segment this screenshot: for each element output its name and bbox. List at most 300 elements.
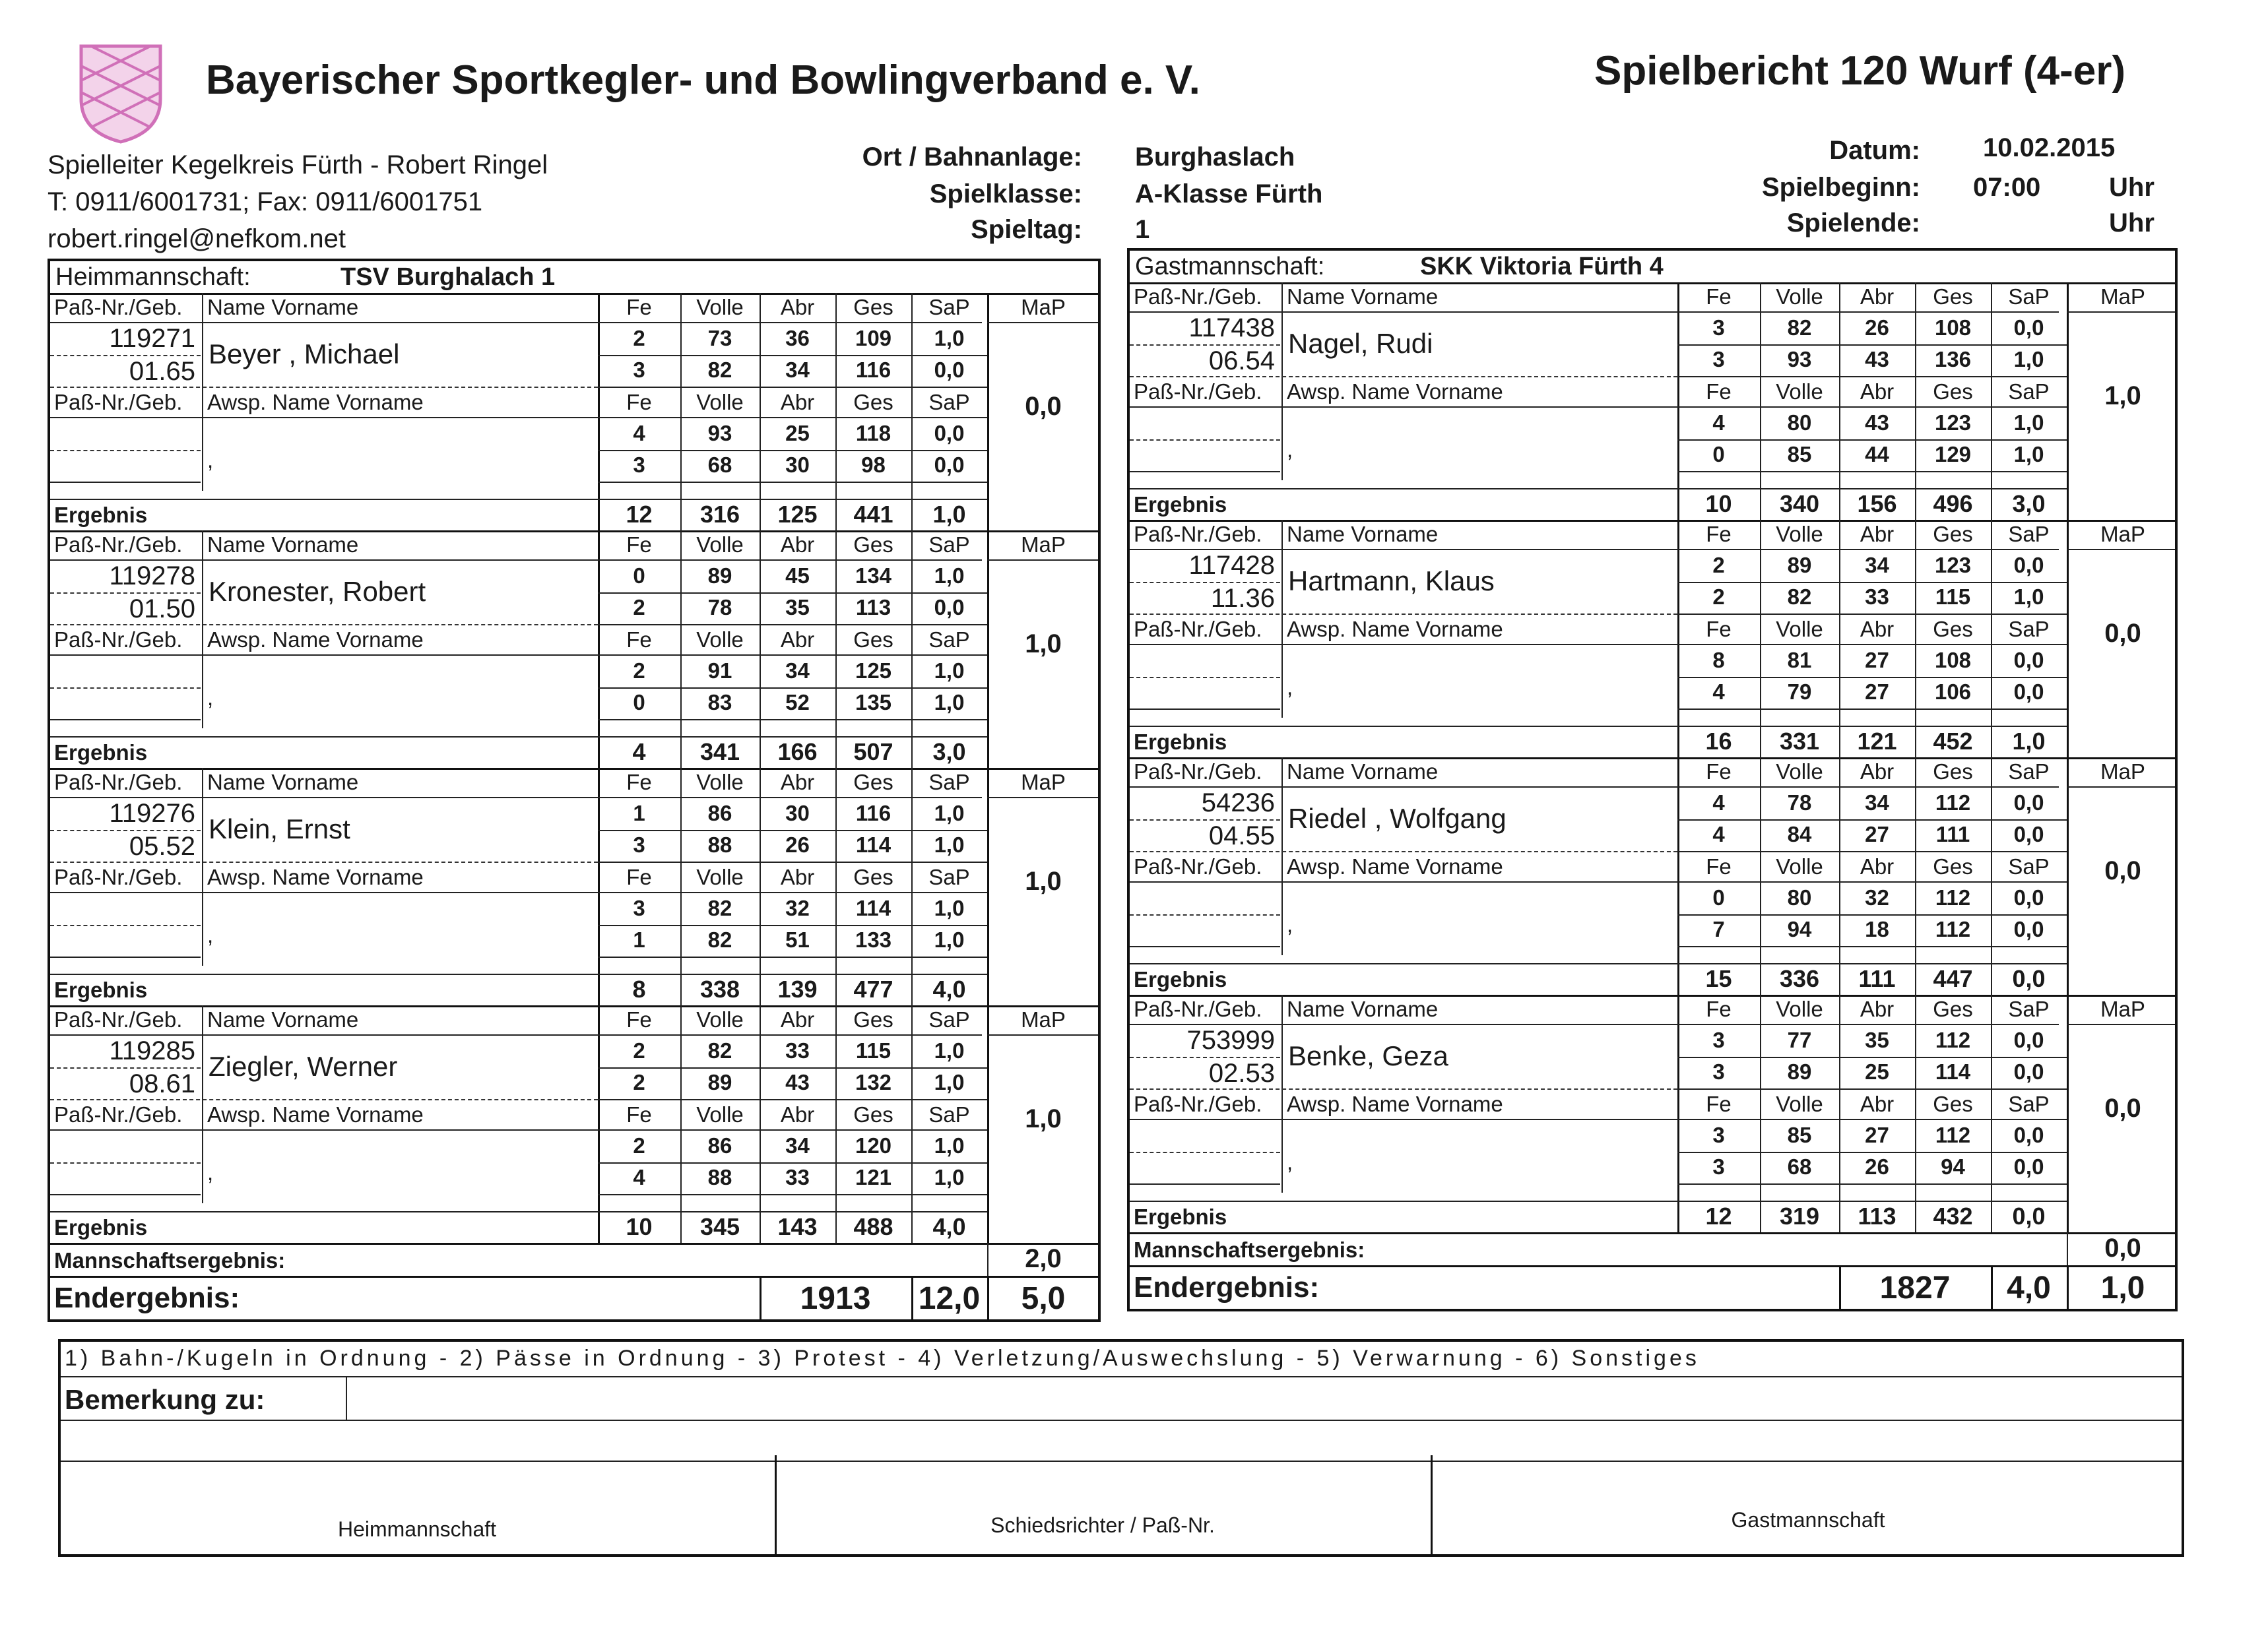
comma-mark: , xyxy=(1287,675,1293,699)
score-fehl: 3 xyxy=(1712,1154,1725,1179)
total-volle: 341 xyxy=(699,738,740,765)
score-volle: 77 xyxy=(1787,1028,1812,1052)
score-sap: 1,0 xyxy=(934,1133,965,1158)
contact-line: Spielleiter Kegelkreis Fürth - Robert Ringel xyxy=(48,150,548,179)
score-fehl: 0 xyxy=(633,563,645,588)
pass-geb-label: Paß-Nr./Geb. xyxy=(1134,997,1262,1021)
player-block xyxy=(50,293,1098,532)
map-value: 0,0 xyxy=(1025,392,1062,421)
score-sap: 0,0 xyxy=(934,421,965,445)
pass-number: 117428 xyxy=(1188,551,1275,580)
score-fehl: 3 xyxy=(1712,1123,1725,1147)
comma-mark: , xyxy=(1287,437,1293,462)
endergebnis-label: Endergebnis: xyxy=(1134,1271,1320,1304)
pass-geb-label: Paß-Nr./Geb. xyxy=(54,295,183,319)
score-fehl: 3 xyxy=(1712,315,1725,340)
score-gesamt: 111 xyxy=(1935,822,1970,846)
pass-geb-label: Paß-Nr./Geb. xyxy=(1134,379,1262,404)
name-label: Name Vorname xyxy=(1287,997,1439,1021)
pass-number: 117438 xyxy=(1188,313,1275,342)
score-sap: 1,0 xyxy=(2013,347,2044,371)
ergebnis-label: Ergebnis xyxy=(54,503,148,527)
date-label: Spielbeginn: xyxy=(1762,173,1920,202)
score-gesamt: 114 xyxy=(1935,1059,1971,1084)
score-gesamt: 114 xyxy=(855,896,891,920)
col-header-abraeumer: Abr xyxy=(1860,997,1895,1021)
score-fehl: 4 xyxy=(633,1165,645,1189)
birth-date: 11.36 xyxy=(1210,584,1275,613)
uhr-label: Uhr xyxy=(2109,208,2155,237)
score-abraeumer: 27 xyxy=(1865,648,1889,672)
col-header-gesamt: Ges xyxy=(853,295,893,319)
pass-geb-label: Paß-Nr./Geb. xyxy=(1134,1092,1262,1116)
col-header-abraeumer: Abr xyxy=(1860,1092,1895,1116)
endergebnis-label: Endergebnis: xyxy=(54,1282,240,1314)
score-sap: 0,0 xyxy=(934,358,965,382)
score-sap: 1,0 xyxy=(934,801,965,825)
col-header-abraeumer: Abr xyxy=(780,295,815,319)
score-fehl: 3 xyxy=(1712,1028,1725,1052)
awsp-name-label: Awsp. Name Vorname xyxy=(207,865,424,889)
col-header-fehl: Fe xyxy=(626,865,652,889)
score-volle: 93 xyxy=(1787,347,1812,371)
player-block xyxy=(1130,757,2175,997)
score-gesamt: 112 xyxy=(1935,917,1971,941)
map-value: 1,0 xyxy=(1025,629,1062,658)
ergebnis-label: Ergebnis xyxy=(54,978,148,1002)
score-sap: 0,0 xyxy=(2013,315,2044,340)
player-name: Nagel, Rudi xyxy=(1288,328,1433,359)
contact-line: T: 0911/6001731; Fax: 0911/6001751 xyxy=(48,187,483,216)
total-volle: 316 xyxy=(699,501,740,528)
col-header-volle: Volle xyxy=(696,390,744,414)
score-volle: 85 xyxy=(1787,1123,1812,1147)
signature-row xyxy=(58,1455,2184,1557)
score-volle: 88 xyxy=(707,1165,732,1189)
map-header: MaP xyxy=(2100,997,2145,1021)
total-fehl: 15 xyxy=(1705,965,1732,992)
total-sap: 3,0 xyxy=(932,738,966,765)
ergebnis-label: Ergebnis xyxy=(1134,492,1227,517)
org-title: Bayerischer Sportkegler- und Bowlingverband e. V. xyxy=(206,57,1200,103)
total-volle: 331 xyxy=(1779,728,1820,755)
score-abraeumer: 51 xyxy=(785,928,810,952)
col-header-abraeumer: Abr xyxy=(1860,379,1895,404)
score-gesamt: 125 xyxy=(855,658,892,683)
signature-home[interactable] xyxy=(61,1455,773,1554)
col-header-gesamt: Ges xyxy=(1933,379,1973,404)
name-label: Name Vorname xyxy=(207,532,359,557)
awsp-name-label: Awsp. Name Vorname xyxy=(1287,854,1503,879)
score-fehl: 3 xyxy=(633,833,645,857)
ergebnis-label: Ergebnis xyxy=(1134,1205,1227,1229)
col-header-gesamt: Ges xyxy=(1933,997,1973,1021)
col-header-fehl: Fe xyxy=(1706,854,1732,879)
score-abraeumer: 44 xyxy=(1865,442,1889,466)
score-gesamt: 120 xyxy=(855,1133,892,1158)
col-header-gesamt: Ges xyxy=(1933,854,1973,879)
meta-label: Spielklasse: xyxy=(929,179,1082,208)
col-header-sap: SaP xyxy=(928,1007,970,1032)
col-header-sap: SaP xyxy=(2008,854,2050,879)
col-header-volle: Volle xyxy=(696,770,744,794)
col-header-sap: SaP xyxy=(2008,522,2050,546)
total-abraeumer: 121 xyxy=(1857,728,1897,755)
score-sap: 0,0 xyxy=(934,595,965,619)
player-block xyxy=(50,768,1098,1007)
score-sap: 1,0 xyxy=(934,928,965,952)
player-name: Ziegler, Werner xyxy=(209,1051,398,1082)
pass-geb-label: Paß-Nr./Geb. xyxy=(54,532,183,557)
score-sap: 1,0 xyxy=(934,1165,965,1189)
col-header-fehl: Fe xyxy=(626,532,652,557)
remarks-field[interactable] xyxy=(347,1379,2182,1418)
total-gesamt: 496 xyxy=(1933,490,1973,517)
col-header-gesamt: Ges xyxy=(1933,522,1973,546)
map-header: MaP xyxy=(1021,1007,1066,1032)
guest-team-panel xyxy=(1127,248,2178,1311)
score-gesamt: 129 xyxy=(1934,442,1972,466)
score-volle: 85 xyxy=(1787,442,1812,466)
score-abraeumer: 27 xyxy=(1865,822,1889,846)
comma-mark: , xyxy=(207,448,214,472)
player-block xyxy=(1130,282,2175,522)
col-header-volle: Volle xyxy=(1776,1092,1823,1116)
score-fehl: 4 xyxy=(1712,790,1725,815)
score-abraeumer: 34 xyxy=(1865,553,1889,577)
awsp-name-label: Awsp. Name Vorname xyxy=(207,1102,424,1127)
col-header-volle: Volle xyxy=(696,865,744,889)
total-fehl: 12 xyxy=(1705,1203,1732,1230)
total-abraeumer: 166 xyxy=(777,738,818,765)
final-map: 5,0 xyxy=(1021,1281,1066,1316)
team-label: Gastmannschaft: xyxy=(1135,253,1325,280)
col-header-volle: Volle xyxy=(696,1102,744,1127)
pass-number: 119276 xyxy=(109,799,195,828)
score-gesamt: 116 xyxy=(855,801,891,825)
col-header-sap: SaP xyxy=(2008,617,2050,641)
score-gesamt: 106 xyxy=(1934,679,1972,704)
score-sap: 0,0 xyxy=(2013,822,2044,846)
final-sap: 4,0 xyxy=(2007,1271,2051,1306)
score-sap: 0,0 xyxy=(2013,885,2044,910)
comma-mark: , xyxy=(207,685,214,710)
score-gesamt: 112 xyxy=(1935,1123,1971,1147)
score-gesamt: 134 xyxy=(855,563,892,588)
col-header-fehl: Fe xyxy=(626,627,652,652)
birth-date: 06.54 xyxy=(1208,346,1275,375)
start-time-value: 07:00 xyxy=(1973,173,2041,202)
score-gesamt: 116 xyxy=(855,358,891,382)
meta-value: 1 xyxy=(1135,215,1150,244)
col-header-fehl: Fe xyxy=(626,390,652,414)
score-abraeumer: 33 xyxy=(785,1038,810,1063)
score-abraeumer: 30 xyxy=(785,453,810,477)
col-header-sap: SaP xyxy=(928,1102,970,1127)
final-map: 1,0 xyxy=(2100,1271,2145,1306)
col-header-volle: Volle xyxy=(696,532,744,557)
score-volle: 80 xyxy=(1787,885,1812,910)
total-gesamt: 452 xyxy=(1933,728,1973,755)
score-gesamt: 123 xyxy=(1934,410,1972,435)
score-sap: 1,0 xyxy=(2013,442,2044,466)
date-value: 10.02.2015 xyxy=(1983,133,2116,162)
total-sap: 4,0 xyxy=(932,1213,966,1240)
score-gesamt: 108 xyxy=(1934,648,1972,672)
score-fehl: 0 xyxy=(1712,442,1725,466)
team-label: Heimmannschaft: xyxy=(55,263,251,291)
bemerkung-label: Bemerkung zu: xyxy=(65,1384,265,1415)
col-header-gesamt: Ges xyxy=(1933,1092,1973,1116)
score-abraeumer: 33 xyxy=(1865,584,1889,609)
pass-geb-label: Paß-Nr./Geb. xyxy=(1134,617,1262,641)
team-result-row xyxy=(50,1243,1098,1278)
score-volle: 89 xyxy=(707,1070,732,1094)
total-fehl: 10 xyxy=(626,1213,653,1240)
score-fehl: 1 xyxy=(633,928,645,952)
score-sap: 0,0 xyxy=(2013,1154,2044,1179)
col-header-abraeumer: Abr xyxy=(780,865,815,889)
col-header-volle: Volle xyxy=(1776,284,1823,309)
awsp-name-label: Awsp. Name Vorname xyxy=(1287,617,1503,641)
score-volle: 88 xyxy=(707,833,732,857)
birth-date: 05.52 xyxy=(129,832,195,861)
score-gesamt: 123 xyxy=(1934,553,1972,577)
total-gesamt: 507 xyxy=(853,738,893,765)
col-header-volle: Volle xyxy=(1776,522,1823,546)
col-header-fehl: Fe xyxy=(1706,284,1732,309)
score-abraeumer: 27 xyxy=(1865,679,1889,704)
team-header xyxy=(1130,251,2175,284)
birth-date: 04.55 xyxy=(1208,821,1275,850)
awsp-name-label: Awsp. Name Vorname xyxy=(207,627,424,652)
score-fehl: 4 xyxy=(1712,822,1725,846)
score-gesamt: 135 xyxy=(855,690,892,714)
ergebnis-label: Ergebnis xyxy=(1134,967,1227,991)
total-fehl: 12 xyxy=(626,501,653,528)
legend-line: 1) Bahn-/Kugeln in Ordnung - 2) Pässe in Ordnung - 3) Protest - 4) Verletzung/Auswechslung - 5) Verwarnung - 6) Sonstiges xyxy=(65,1346,1700,1371)
col-header-gesamt: Ges xyxy=(853,1007,893,1032)
score-volle: 89 xyxy=(707,563,732,588)
col-header-abraeumer: Abr xyxy=(1860,854,1895,879)
name-label: Name Vorname xyxy=(207,770,359,794)
score-volle: 89 xyxy=(1787,553,1812,577)
total-volle: 345 xyxy=(699,1213,740,1240)
col-header-abraeumer: Abr xyxy=(780,1102,815,1127)
score-volle: 80 xyxy=(1787,410,1812,435)
col-header-gesamt: Ges xyxy=(1933,759,1973,784)
meta-label: Ort / Bahnanlage: xyxy=(862,142,1082,172)
score-abraeumer: 26 xyxy=(1865,315,1889,340)
score-abraeumer: 34 xyxy=(785,1133,810,1158)
score-volle: 81 xyxy=(1787,648,1812,672)
score-volle: 79 xyxy=(1787,679,1812,704)
score-abraeumer: 34 xyxy=(785,658,810,683)
team-map-value: 2,0 xyxy=(1025,1244,1062,1273)
col-header-abraeumer: Abr xyxy=(780,390,815,414)
score-gesamt: 132 xyxy=(855,1070,892,1094)
col-header-fehl: Fe xyxy=(1706,617,1732,641)
ergebnis-label: Ergebnis xyxy=(54,1215,148,1240)
map-value: 1,0 xyxy=(1025,1104,1062,1133)
signature-referee[interactable] xyxy=(776,1455,1429,1554)
score-fehl: 2 xyxy=(633,1133,645,1158)
col-header-abraeumer: Abr xyxy=(780,1007,815,1032)
score-volle: 84 xyxy=(1787,822,1812,846)
score-sap: 1,0 xyxy=(934,658,965,683)
score-gesamt: 113 xyxy=(855,595,891,619)
score-fehl: 2 xyxy=(633,595,645,619)
score-fehl: 3 xyxy=(1712,347,1725,371)
team-header xyxy=(50,261,1098,295)
total-sap: 4,0 xyxy=(932,976,966,1003)
name-label: Name Vorname xyxy=(207,295,359,319)
total-sap: 1,0 xyxy=(2012,728,2046,755)
score-fehl: 4 xyxy=(1712,410,1725,435)
meta-value: Burghaslach xyxy=(1135,142,1295,172)
score-gesamt: 115 xyxy=(1935,584,1971,609)
total-volle: 319 xyxy=(1779,1203,1820,1230)
team-name: SKK Viktoria Fürth 4 xyxy=(1420,253,1664,280)
total-gesamt: 447 xyxy=(1933,965,1973,992)
score-volle: 78 xyxy=(707,595,732,619)
col-header-volle: Volle xyxy=(1776,617,1823,641)
name-label: Name Vorname xyxy=(207,1007,359,1032)
score-fehl: 3 xyxy=(633,453,645,477)
signature-label: Schiedsrichter / Paß-Nr. xyxy=(990,1513,1215,1537)
col-header-gesamt: Ges xyxy=(853,390,893,414)
col-header-gesamt: Ges xyxy=(853,532,893,557)
team-map-value: 0,0 xyxy=(2104,1234,2141,1263)
score-gesamt: 112 xyxy=(1935,885,1971,910)
score-volle: 82 xyxy=(707,928,732,952)
score-fehl: 3 xyxy=(633,896,645,920)
score-abraeumer: 34 xyxy=(1865,790,1889,815)
total-abraeumer: 139 xyxy=(777,976,818,1003)
score-sap: 0,0 xyxy=(2013,553,2044,577)
score-gesamt: 112 xyxy=(1935,790,1971,815)
comma-mark: , xyxy=(1287,912,1293,937)
score-abraeumer: 45 xyxy=(785,563,810,588)
score-sap: 1,0 xyxy=(934,1038,965,1063)
final-sap: 12,0 xyxy=(918,1281,981,1316)
total-fehl: 10 xyxy=(1705,490,1732,517)
score-fehl: 0 xyxy=(1712,885,1725,910)
score-sap: 1,0 xyxy=(934,690,965,714)
pass-number: 119271 xyxy=(109,324,195,353)
total-abraeumer: 125 xyxy=(777,501,818,528)
col-header-volle: Volle xyxy=(1776,997,1823,1021)
col-header-fehl: Fe xyxy=(1706,997,1732,1021)
final-result-row xyxy=(50,1278,1098,1320)
score-volle: 86 xyxy=(707,801,732,825)
score-abraeumer: 32 xyxy=(1865,885,1889,910)
total-abraeumer: 156 xyxy=(1857,490,1897,517)
score-sap: 1,0 xyxy=(2013,410,2044,435)
col-header-volle: Volle xyxy=(1776,379,1823,404)
final-result-row xyxy=(1130,1267,2175,1309)
total-fehl: 4 xyxy=(632,738,646,765)
score-abraeumer: 30 xyxy=(785,801,810,825)
signature-guest[interactable] xyxy=(1432,1455,2184,1554)
score-abraeumer: 43 xyxy=(1865,410,1889,435)
pass-number: 119278 xyxy=(109,561,195,590)
score-volle: 91 xyxy=(707,658,732,683)
score-abraeumer: 27 xyxy=(1865,1123,1889,1147)
col-header-sap: SaP xyxy=(928,627,970,652)
score-fehl: 4 xyxy=(1712,679,1725,704)
score-gesamt: 115 xyxy=(855,1038,891,1063)
col-header-fehl: Fe xyxy=(1706,1092,1732,1116)
col-header-volle: Volle xyxy=(1776,854,1823,879)
total-abraeumer: 111 xyxy=(1858,965,1896,992)
score-abraeumer: 34 xyxy=(785,358,810,382)
col-header-volle: Volle xyxy=(696,627,744,652)
score-gesamt: 112 xyxy=(1935,1028,1971,1052)
score-abraeumer: 25 xyxy=(785,421,810,445)
player-name: Riedel , Wolfgang xyxy=(1288,803,1507,834)
ergebnis-label: Ergebnis xyxy=(1134,730,1227,754)
total-fehl: 16 xyxy=(1705,728,1732,755)
score-fehl: 3 xyxy=(633,358,645,382)
pass-geb-label: Paß-Nr./Geb. xyxy=(54,390,183,414)
col-header-volle: Volle xyxy=(1776,759,1823,784)
score-abraeumer: 25 xyxy=(1865,1059,1889,1084)
pass-geb-label: Paß-Nr./Geb. xyxy=(1134,284,1262,309)
name-label: Name Vorname xyxy=(1287,284,1439,309)
col-header-gesamt: Ges xyxy=(853,627,893,652)
map-value: 1,0 xyxy=(1025,867,1062,896)
name-label: Name Vorname xyxy=(1287,522,1439,546)
total-sap: 1,0 xyxy=(932,501,966,528)
score-volle: 78 xyxy=(1787,790,1812,815)
pass-number: 753999 xyxy=(1186,1026,1275,1055)
score-fehl: 0 xyxy=(633,690,645,714)
col-header-sap: SaP xyxy=(2008,759,2050,784)
total-volle: 336 xyxy=(1779,965,1820,992)
col-header-gesamt: Ges xyxy=(1933,284,1973,309)
score-abraeumer: 36 xyxy=(785,326,810,350)
pass-geb-label: Paß-Nr./Geb. xyxy=(54,770,183,794)
score-gesamt: 108 xyxy=(1934,315,1972,340)
col-header-fehl: Fe xyxy=(626,770,652,794)
score-fehl: 2 xyxy=(633,1070,645,1094)
comma-mark: , xyxy=(1287,1150,1293,1174)
total-fehl: 8 xyxy=(632,976,646,1003)
team-result-row xyxy=(1130,1232,2175,1267)
total-sap: 3,0 xyxy=(2012,490,2046,517)
col-header-abraeumer: Abr xyxy=(780,532,815,557)
ergebnis-label: Ergebnis xyxy=(54,740,148,765)
total-abraeumer: 113 xyxy=(1858,1203,1896,1230)
score-fehl: 2 xyxy=(1712,553,1725,577)
date-label: Datum: xyxy=(1829,136,1920,165)
score-volle: 68 xyxy=(707,453,732,477)
birth-date: 01.50 xyxy=(129,594,195,623)
score-gesamt: 98 xyxy=(861,453,886,477)
col-header-fehl: Fe xyxy=(626,1102,652,1127)
score-abraeumer: 26 xyxy=(785,833,810,857)
col-header-sap: SaP xyxy=(928,295,970,319)
awsp-name-label: Awsp. Name Vorname xyxy=(207,390,424,414)
total-abraeumer: 143 xyxy=(777,1213,818,1240)
score-sap: 1,0 xyxy=(934,833,965,857)
signature-label: Gastmannschaft xyxy=(1731,1508,1885,1532)
score-gesamt: 121 xyxy=(855,1165,892,1189)
contact-line: robert.ringel@nefkom.net xyxy=(48,224,346,253)
total-volle: 338 xyxy=(699,976,740,1003)
pass-geb-label: Paß-Nr./Geb. xyxy=(54,1007,183,1032)
